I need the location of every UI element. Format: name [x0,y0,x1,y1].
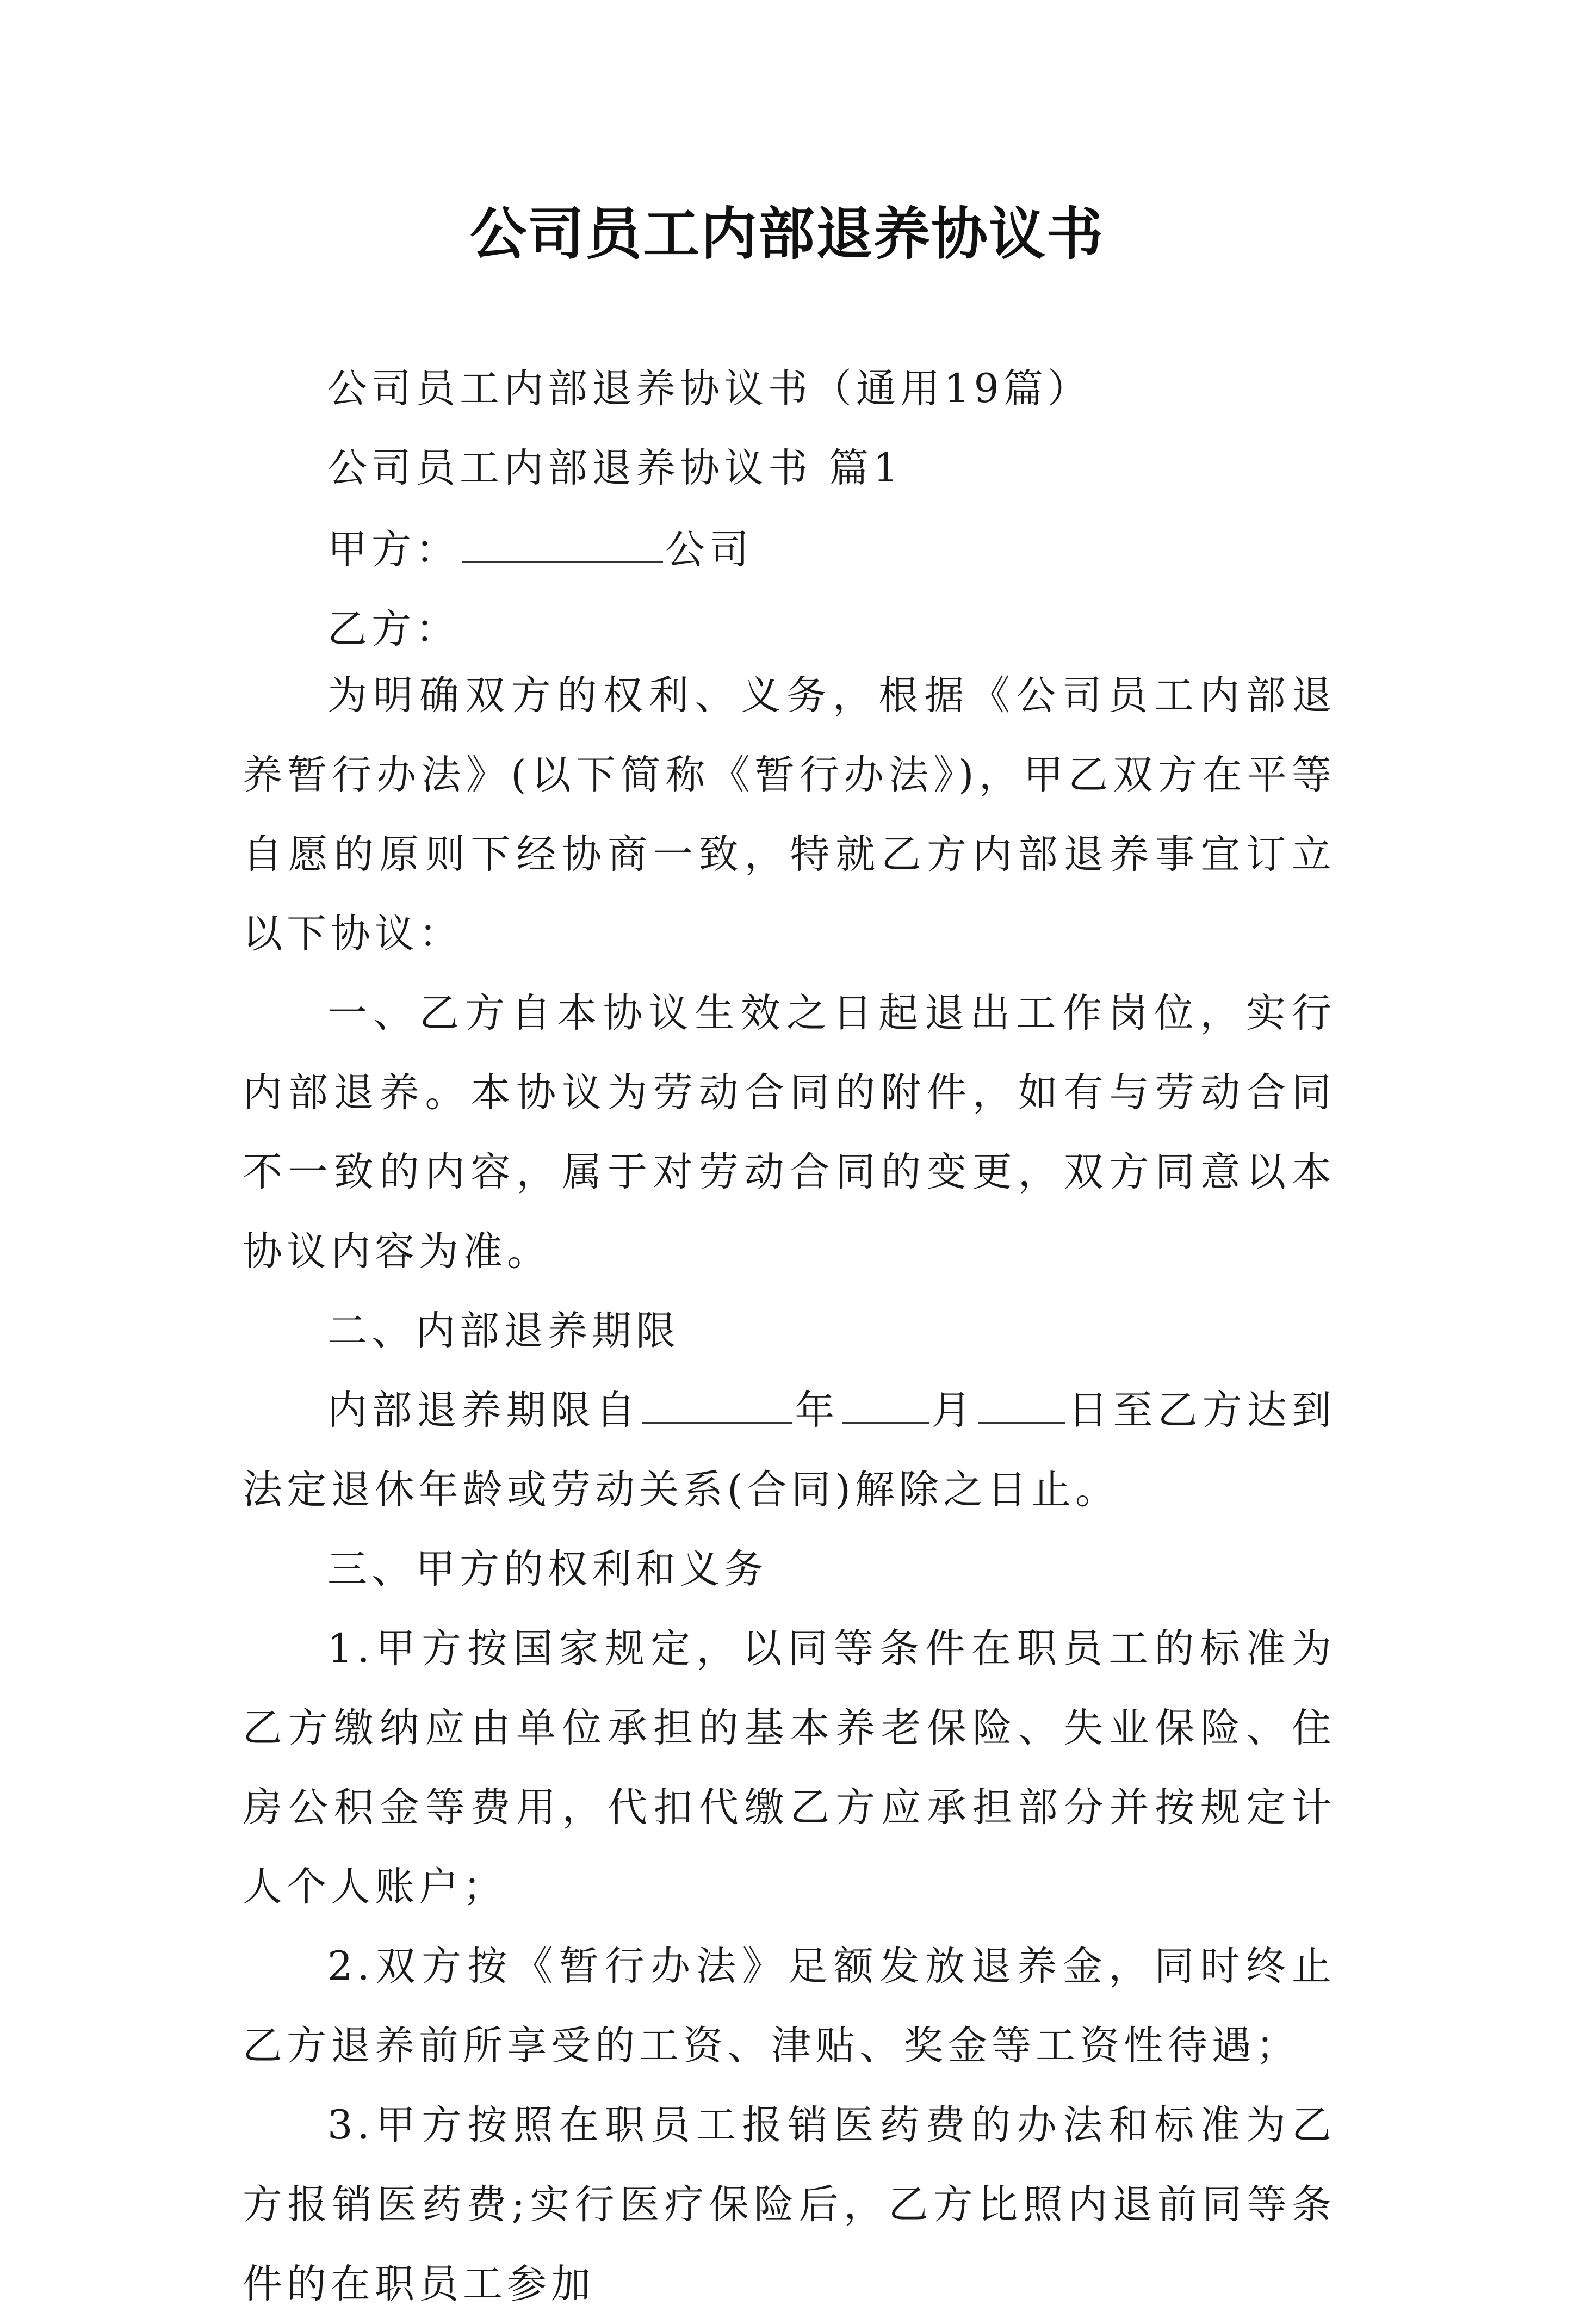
clause-3-heading: 三、甲方的权利和义务 [327,1546,768,1592]
party-a-company-blank [462,523,663,563]
item-3-paragraph: 3.甲方按照在职员工报销医药费的办法和标准为乙方报销医药费;实行医疗保险后，乙方比照内退前同等条件的在职员工参加 [243,2102,1336,2307]
year-label: 年 [794,1387,840,1433]
year-blank [642,1384,792,1424]
document-title: 公司员工内部退养协议书 [469,200,1104,267]
section-heading: 公司员工内部退养协议书 篇1 [327,445,903,491]
month-blank [842,1384,929,1424]
item-2-paragraph: 2.双方按《暂行办法》足额发放退养金，同时终止乙方退养前所享受的工资、津贴、奖金等工资性待遇； [243,1943,1336,2069]
clause-2-prefix: 内部退养期限自 [327,1387,641,1433]
intro-paragraph: 为明确双方的权利、义务，根据《公司员工内部退养暂行办法》(以下简称《暂行办法》)，甲乙双方在平等自愿的原则下经协商一致，特就乙方内部退养事宜订立以下协议： [243,672,1336,957]
month-label: 月 [931,1387,976,1433]
document-subtitle: 公司员工内部退养协议书（通用19篇） [327,366,1092,412]
party-a-line [243,523,1336,574]
day-blank [978,1384,1065,1424]
party-a-suffix: 公司 [665,527,753,573]
party-a-label: 甲方： [327,527,460,573]
clause-2-paragraph [243,1371,1336,1530]
clause-2-suffix: 日至乙方达到法定退休年龄或劳动关系(合同)解除之日止。 [243,1387,1336,1513]
document-body [243,364,1336,2324]
clause-1-paragraph: 一、乙方自本协议生效之日起退出工作岗位，实行内部退养。本协议为劳动合同的附件，如有与劳动合同不一致的内容，属于对劳动合同的变更，双方同意以本协议内容为准。 [243,990,1336,1275]
clause-2-heading: 二、内部退养期限 [327,1308,680,1354]
item-1-paragraph: 1.甲方按国家规定，以同等条件在职员工的标准为乙方缴纳应由单位承担的基本养老保险、失业保险、住房公积金等费用，代扣代缴乙方应承担部分并按规定计人个人账户； [243,1625,1336,1910]
party-b-line: 乙方： [327,606,460,652]
